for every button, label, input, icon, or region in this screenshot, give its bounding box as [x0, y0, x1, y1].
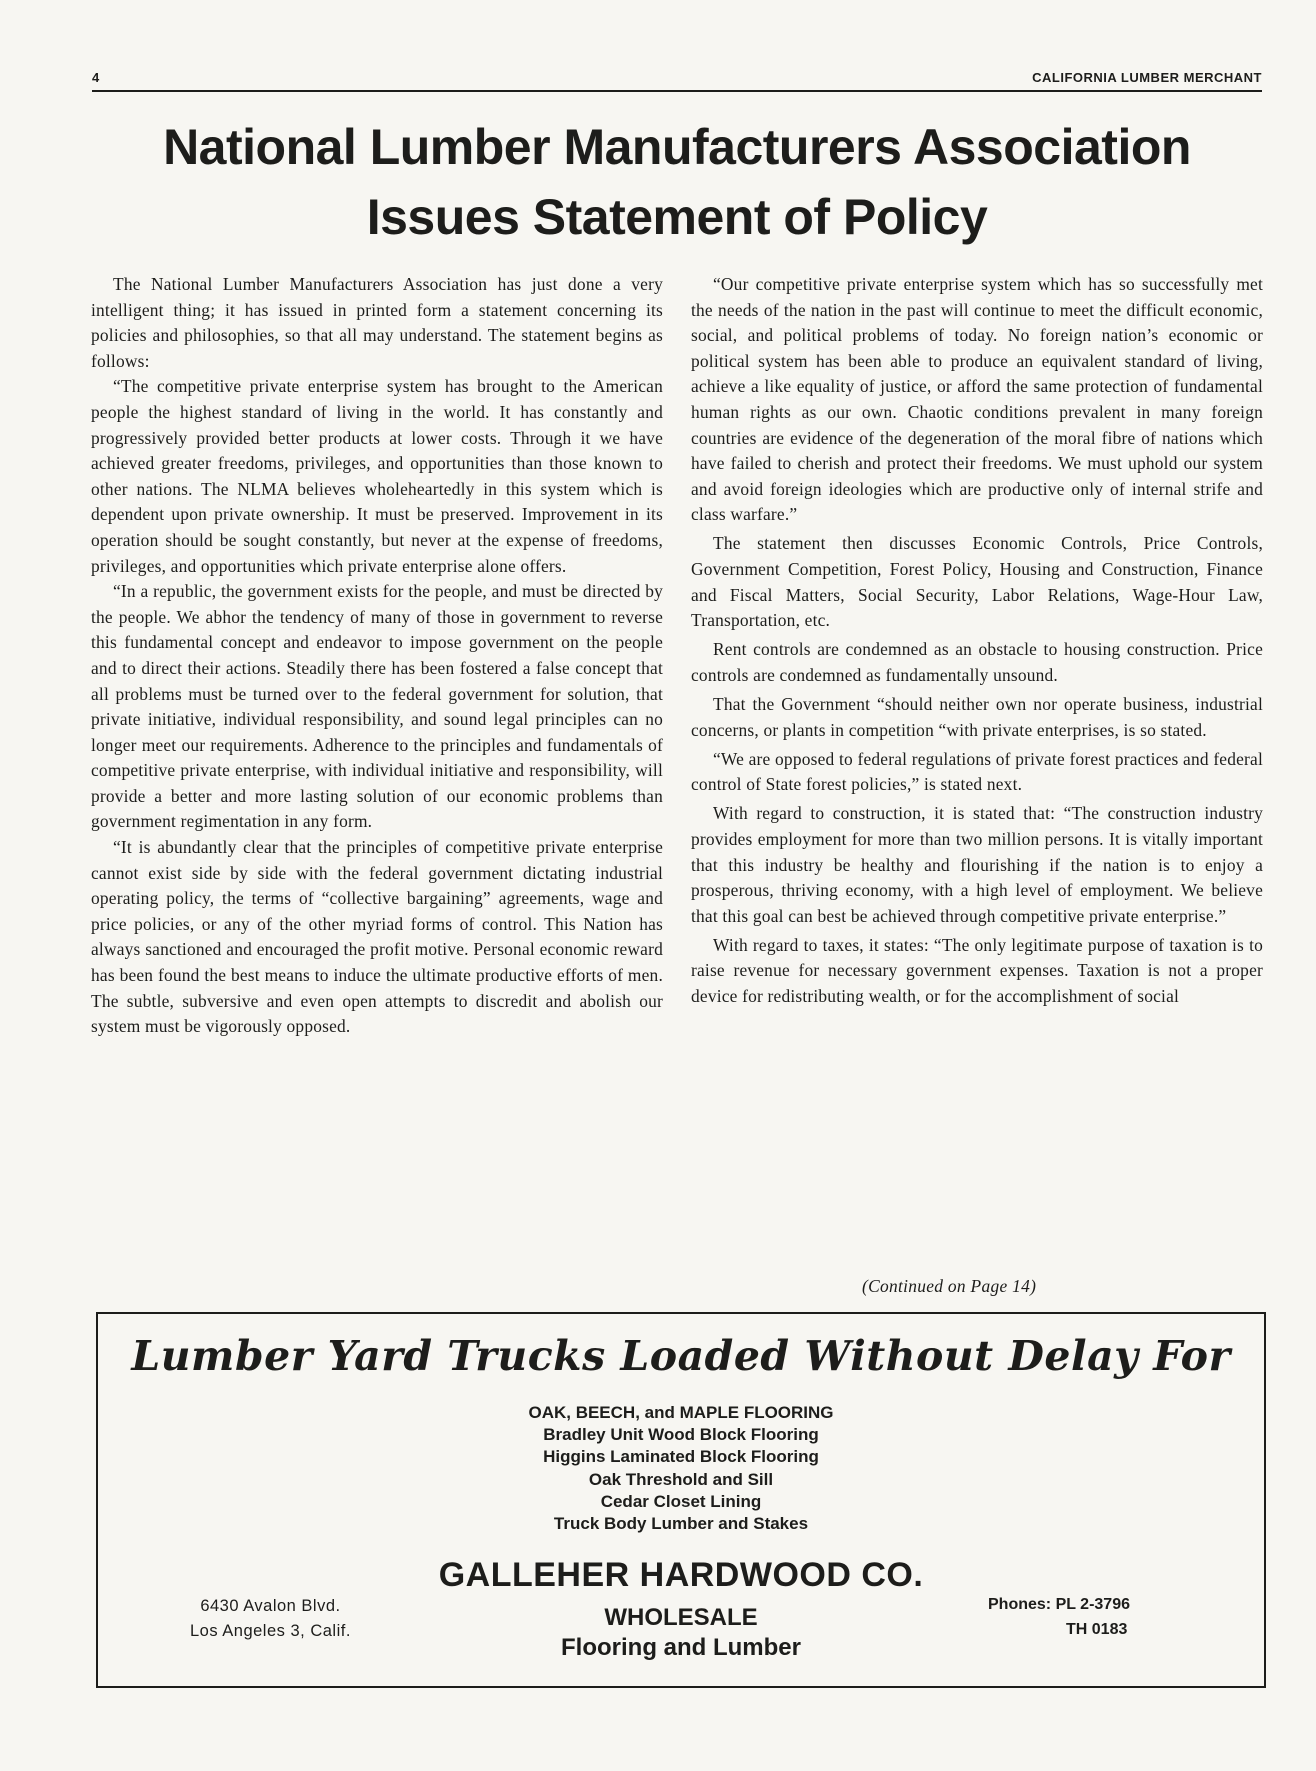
article-column-right [691, 272, 1263, 1013]
article-paragraph: “The competitive private enterprise system has brought to the American people the highest standard of living in the world. It has constantly and progressively provided better products at lower costs. Through it we have achieved greater freedoms, privileges, and opportunities than those known to other nations. The NLMA believes wholeheartedly in this system which is dependent upon private ownership. It must be preserved. Improvement in its operation should be sought constantly, but never at the expense of freedoms, privileges, and opportunities which private enterprise alone offers. [91, 376, 663, 576]
product-item: Cedar Closet Lining [600, 1491, 762, 1511]
article-paragraph: Rent controls are condemned as an obstacle to housing construction. Price controls are condemned as fundamentally unsound. [691, 639, 1263, 685]
continued-note: (Continued on Page 14) [862, 1276, 1037, 1296]
article-paragraph: That the Government “should neither own nor operate business, industrial concerns, or plants in competition “with private enterprises, is so stated. [691, 694, 1263, 740]
advertisement-box [96, 1312, 1266, 1688]
address-line: Los Angeles 3, Calif. [190, 1622, 351, 1640]
product-list [98, 1402, 1264, 1535]
product-item: Truck Body Lumber and Stakes [553, 1514, 809, 1534]
headline-line-2: Issues Statement of Policy [366, 189, 988, 245]
ad-tagline: Flooring and Lumber [561, 1634, 801, 1661]
company-address [190, 1594, 351, 1644]
ad-script-headline: Lumber Yard Trucks Loaded Without Delay For [131, 1332, 1231, 1380]
header-rule [92, 90, 1262, 92]
product-item: OAK, BEECH, and MAPLE FLOORING [528, 1403, 834, 1422]
phone-line: TH 0183 [1066, 1621, 1128, 1638]
article-paragraph: “It is abundantly clear that the principles of competitive private enterprise cannot exist side by side with the federal government dictating industrial operating policy, the terms of “collective bargaining” agreements, wage and price policies, or any of the other myriad forms of control. This Nation has always sanctioned and encouraged the profit motive. Personal economic reward has been found the best means to induce the ultimate productive efforts of men. The subtle, subversive and even open attempts to discredit and abolish our system must be vigorously opposed. [91, 837, 663, 1037]
magazine-title: CALIFORNIA LUMBER MERCHANT [1032, 70, 1262, 85]
article-paragraph: With regard to construction, it is stated that: “The construction industry provides employment for more than two million persons. It is vitally important that this industry be healthy and flourishing if the nation is to enjoy a prosperous, thriving economy, with a high level of employment. We believe that this goal can best be achieved through competitive private enterprise.” [691, 803, 1263, 926]
company-name: GALLEHER HARDWOOD CO. [438, 1556, 924, 1594]
product-item: Higgins Laminated Block Flooring [543, 1447, 819, 1467]
article-paragraph: “Our competitive private enterprise system which has so successfully met the needs of the nation in the past will continue to meet the difficult economic, social, and political problems of today. No foreign nation’s economic or political system has been able to produce an equivalent standard of living, achieve a like equality of justice, or afford the same protection of fundamental human rights as our own. Chaotic conditions prevalent in many foreign countries are evidence of the degeneration of the moral fibre of nations which have failed to cherish and protect their freedoms. We must uphold our system and avoid foreign ideologies which are productive only of internal strife and class warfare.” [691, 274, 1263, 525]
address-line: 6430 Avalon Blvd. [200, 1597, 341, 1615]
running-header [92, 68, 1262, 90]
phone-numbers [988, 1592, 1188, 1642]
page-number: 4 [92, 70, 100, 85]
article-paragraph: “We are opposed to federal regulations of private forest practices and federal control of State forest policies,” is stated next. [691, 748, 1263, 795]
article-headline [92, 112, 1262, 252]
article-paragraph: With regard to taxes, it states: “The only legitimate purpose of taxation is to raise revenue for necessary government expenses. Taxation is not a proper device for redistributing wealth, or for the accomplishment of social [691, 934, 1263, 1007]
product-item: Bradley Unit Wood Block Flooring [543, 1425, 819, 1445]
article-paragraph: The statement then discusses Economic Controls, Price Controls, Government Competition, Forest Policy, Housing and Construction, Finance and Fiscal Matters, Social Security, Labor Relations, Wage-Hour Law, Transportation, etc. [691, 533, 1263, 631]
wholesale-label: WHOLESALE [604, 1604, 758, 1631]
article-column-left [91, 272, 663, 1040]
headline-line-1: National Lumber Manufacturers Association [163, 119, 1191, 175]
article-paragraph: “In a republic, the government exists for the people, and must be directed by the people. We abhor the tendency of many of those in government to reverse this fundamental concept and endeavor to impose government on the people and to direct their actions. Steadily there has been fostered a false concept that all problems must be turned over to the federal government for solution, that private initiative, individual responsibility, and sound legal principles can no longer meet our requirements. Adherence to the principles and fundamentals of competitive private enterprise, with individual initiative and responsibility, will provide a better and more lasting solution of our economic problems than government regimentation in any form. [91, 581, 663, 832]
article-paragraph: The National Lumber Manufacturers Association has just done a very intelligent thing; it has issued in printed form a statement concerning its policies and philosophies, so that all may understand. The statement begins as follows: [91, 274, 663, 371]
product-item: Oak Threshold and Sill [588, 1469, 774, 1489]
phone-line: Phones: PL 2-3796 [988, 1596, 1130, 1613]
